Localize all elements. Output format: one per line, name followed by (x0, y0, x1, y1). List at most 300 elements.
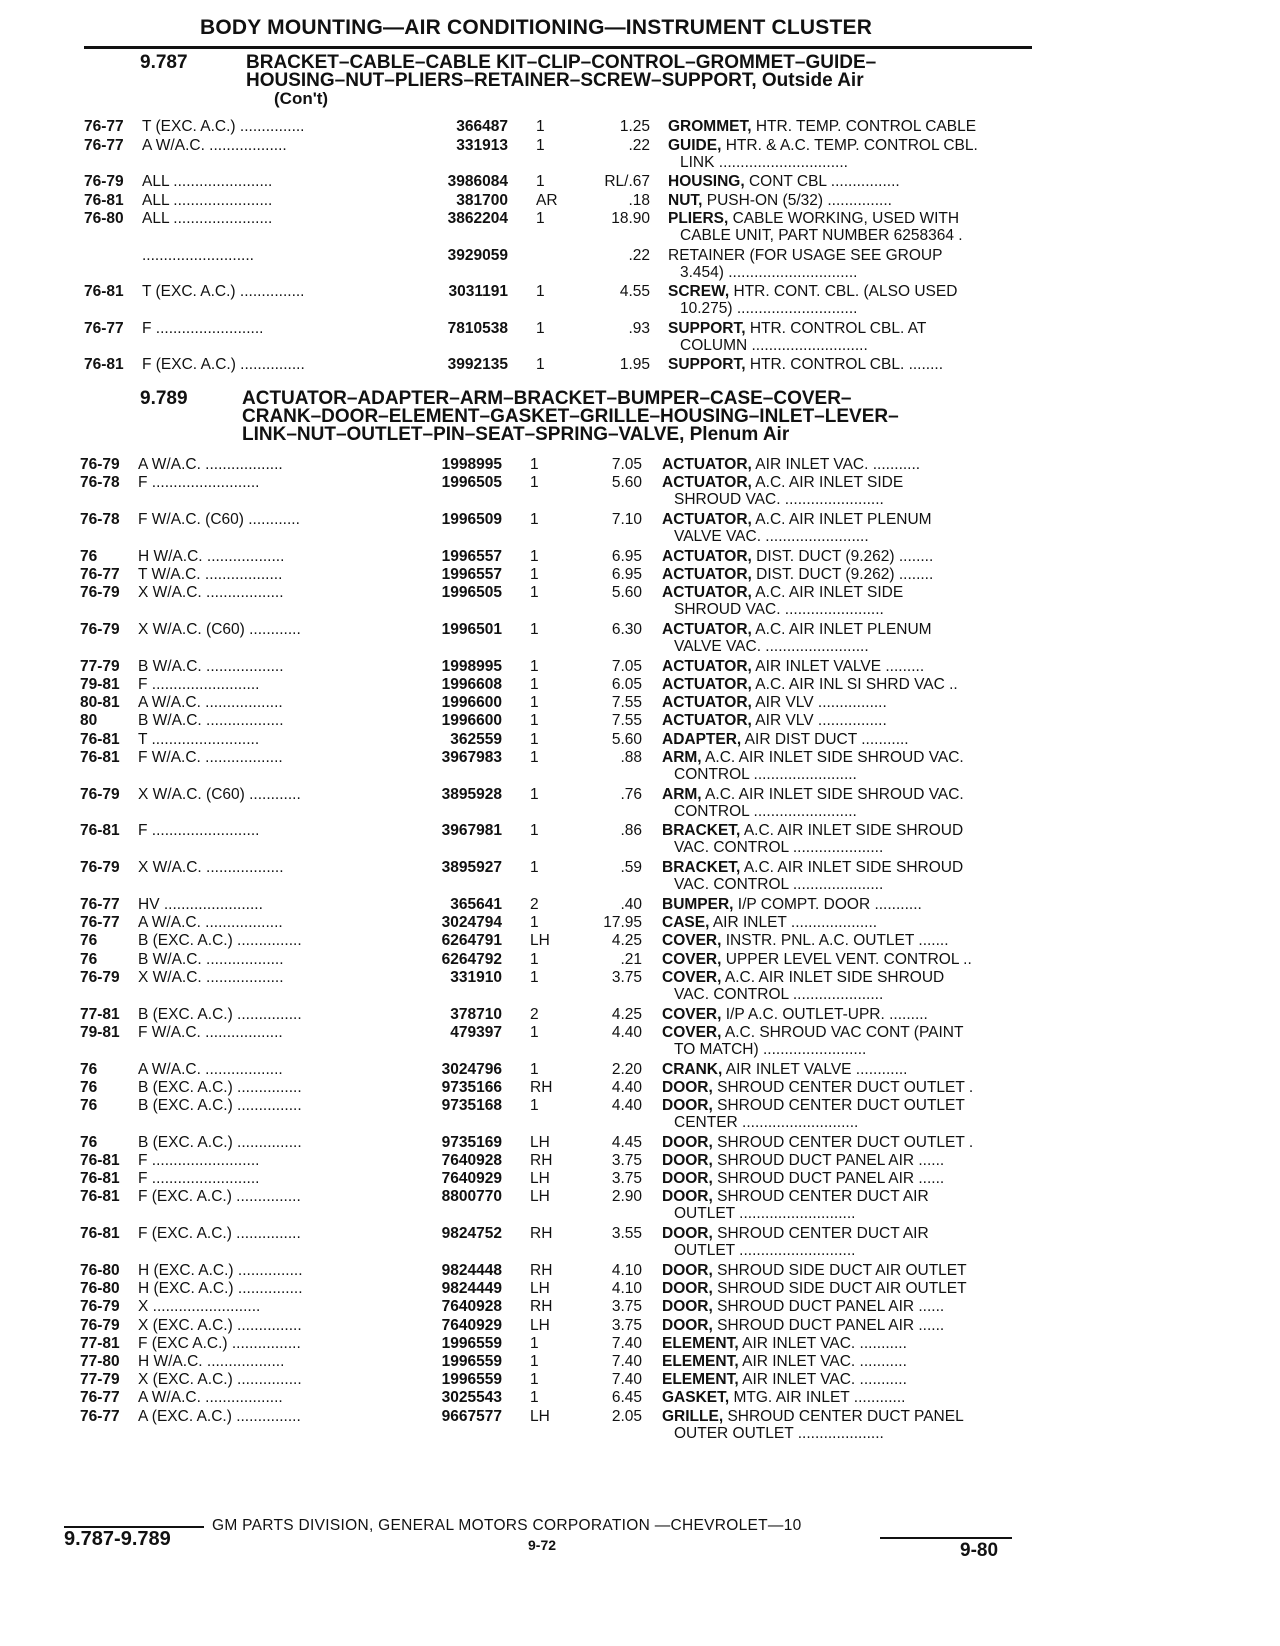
model-code: F (EXC. A.C.) ............... (138, 1225, 301, 1243)
description-line: SHROUD VAC. ....................... (674, 491, 884, 509)
part-description (668, 173, 1038, 190)
description-line: COVER, A.C. SHROUD VAC CONT (PAINT (662, 1023, 964, 1041)
model-year: 77-80 (80, 1353, 120, 1370)
part-number: 3929059 (447, 246, 508, 264)
description-line: CABLE UNIT, PART NUMBER 6258364 . (680, 227, 963, 244)
description-line: 10.275) ............................ (680, 300, 858, 317)
description-line: OUTER OUTLET .................... (674, 1424, 884, 1442)
part-description (662, 658, 1032, 675)
part-description (668, 118, 1038, 135)
part-description (662, 1225, 1032, 1259)
part-description (662, 951, 1032, 968)
part-number: 9824449 (441, 1280, 502, 1298)
quantity: 1 (536, 136, 545, 154)
description-line: ARM, A.C. AIR INLET SIDE SHROUD VAC. (662, 785, 964, 803)
part-description (662, 786, 1032, 820)
description-line: VALVE VAC. ........................ (674, 528, 869, 545)
quantity: 1 (530, 1060, 539, 1078)
description-line: CONTROL ........................ (674, 765, 857, 783)
footer-group-range: 9.787-9.789 (64, 1528, 171, 1550)
part-number: 3992135 (447, 356, 508, 373)
model-year: 76-77 (80, 1389, 120, 1407)
price: 4.40 (611, 1097, 642, 1114)
description-line: ACTUATOR, AIR VLV ................ (662, 712, 887, 730)
model-year: 76-80 (80, 1262, 120, 1279)
description-line: COVER, I/P A.C. OUTLET-UPR. ......... (662, 1005, 928, 1023)
description-line: SUPPORT, HTR. CONTROL CBL. ........ (668, 356, 944, 373)
quantity: 1 (530, 547, 539, 565)
description-line: ACTUATOR, A.C. AIR INLET PLENUM (662, 511, 932, 528)
model-year: 76-77 (80, 1407, 120, 1425)
quantity: RH (530, 1078, 553, 1096)
model-code: X W/A.C. .................. (138, 968, 284, 986)
model-code: X ......................... (138, 1298, 261, 1316)
part-description (662, 456, 1032, 473)
price: 5.60 (611, 730, 642, 748)
part-description (668, 210, 1038, 244)
description-line: COVER, A.C. AIR INLET SIDE SHROUD (662, 968, 945, 986)
model-code: .......................... (142, 246, 254, 264)
model-code: ALL ....................... (142, 173, 273, 190)
quantity: RH (530, 1152, 553, 1169)
footer-page-number: 9-72 (528, 1537, 557, 1553)
price: 4.40 (611, 1078, 642, 1096)
quantity: 1 (530, 694, 539, 712)
price: 6.30 (611, 621, 642, 638)
description-line: COLUMN ........................... (680, 336, 868, 354)
model-code: F ......................... (138, 1152, 260, 1169)
price: .93 (628, 319, 650, 337)
model-code: H (EXC. A.C.) ............... (138, 1280, 303, 1298)
model-year: 79-81 (80, 1023, 120, 1041)
part-description (662, 1188, 1032, 1222)
part-number: 3967981 (441, 822, 502, 840)
quantity: 1 (530, 676, 539, 693)
part-number: 9735168 (441, 1097, 502, 1114)
model-year: 80-81 (80, 694, 120, 712)
part-description (668, 356, 1038, 373)
description-line: DOOR, SHROUD SIDE DUCT AIR OUTLET (662, 1280, 967, 1298)
quantity: LH (530, 932, 550, 950)
model-year: 76-79 (84, 173, 124, 190)
description-line: DOOR, SHROUD DUCT PANEL AIR ...... (662, 1298, 945, 1316)
quantity: 1 (530, 1334, 539, 1352)
price: 7.05 (611, 456, 642, 473)
part-number: 3862204 (447, 210, 508, 227)
price: 3.75 (611, 1298, 642, 1316)
part-description (662, 1353, 1032, 1370)
description-line: DOOR, SHROUD CENTER DUCT OUTLET (662, 1097, 965, 1114)
part-number: 9667577 (441, 1407, 502, 1425)
model-year: 76 (80, 932, 98, 950)
group-title-line: (Con't) (274, 89, 329, 108)
model-code: X W/A.C. (C60) ............ (138, 785, 301, 803)
model-code: X W/A.C. .................. (138, 584, 284, 602)
part-description (662, 548, 1032, 565)
description-line: COVER, INSTR. PNL. A.C. OUTLET ....... (662, 932, 949, 950)
part-description (662, 1298, 1032, 1315)
model-code: F ......................... (142, 319, 264, 337)
quantity: 1 (536, 210, 545, 227)
part-description (668, 283, 1038, 317)
price: 3.75 (611, 1152, 642, 1169)
quantity: LH (530, 1188, 550, 1206)
group-number-9789: 9.789 (140, 388, 188, 409)
model-code: F (EXC. A.C.) ............... (142, 356, 305, 373)
model-code: B (EXC. A.C.) ............... (138, 1005, 302, 1023)
group-title-line: ACTUATOR–ADAPTER–ARM–BRACKET–BUMPER–CASE–COVER– (242, 388, 852, 409)
quantity: 1 (536, 173, 545, 190)
model-code: F ......................... (138, 676, 260, 693)
part-number: 381700 (456, 191, 508, 209)
description-line: ACTUATOR, AIR INLET VALVE ......... (662, 657, 925, 675)
description-line: GROMMET, HTR. TEMP. CONTROL CABLE (668, 118, 977, 135)
part-number: 9735166 (441, 1078, 502, 1096)
price: 5.60 (611, 474, 642, 492)
part-number: 8800770 (441, 1188, 502, 1206)
description-line: PLIERS, CABLE WORKING, USED WITH (668, 210, 960, 227)
description-line: BRACKET, A.C. AIR INLET SIDE SHROUD (662, 859, 964, 877)
model-year: 76-80 (84, 210, 124, 227)
quantity: LH (530, 1170, 550, 1188)
quantity: RH (530, 1262, 553, 1279)
description-line: DOOR, SHROUD CENTER DUCT OUTLET . (662, 1133, 974, 1151)
group-title-9789 (242, 390, 1002, 444)
model-code: T ......................... (138, 730, 260, 748)
part-description (662, 969, 1032, 1003)
model-code: F ......................... (138, 474, 260, 492)
footer-page-number: 9-80 (960, 1540, 999, 1561)
model-code: A W/A.C. .................. (138, 914, 283, 932)
part-description (662, 511, 1032, 545)
description-line: GRILLE, SHROUD CENTER DUCT PANEL (662, 1407, 964, 1425)
description-line: BRACKET, A.C. AIR INLET SIDE SHROUD (662, 822, 964, 840)
part-description (662, 694, 1032, 711)
group-title-9787 (246, 54, 1006, 108)
model-year: 76-81 (84, 356, 124, 373)
part-description (662, 1335, 1032, 1352)
part-description (662, 1152, 1032, 1169)
description-line: CENTER ........................... (674, 1114, 859, 1131)
part-number: 1996608 (441, 676, 502, 693)
quantity: LH (530, 1316, 550, 1334)
description-line: CONTROL ........................ (674, 802, 857, 820)
part-description (662, 1317, 1032, 1334)
description-line: ACTUATOR, A.C. AIR INL SI SHRD VAC .. (662, 676, 958, 693)
model-code: F ......................... (138, 822, 260, 840)
part-number: 9735169 (441, 1133, 502, 1151)
part-description (662, 1024, 1032, 1058)
part-number: 378710 (450, 1005, 502, 1023)
part-description (662, 1280, 1032, 1297)
part-number: 1996505 (441, 584, 502, 602)
part-number: 1996557 (441, 566, 502, 583)
price: .59 (620, 859, 642, 877)
price: 4.55 (619, 283, 650, 300)
model-year: 77-81 (80, 1334, 120, 1352)
price: .76 (620, 785, 642, 803)
description-line: HOUSING, CONT CBL ................ (668, 173, 900, 190)
price: RL/.67 (604, 173, 650, 190)
price: 7.55 (611, 694, 642, 712)
quantity: 1 (536, 118, 545, 135)
price: .21 (620, 950, 642, 968)
quantity: 1 (530, 785, 539, 803)
price: 2.20 (611, 1060, 642, 1078)
model-code: H (EXC. A.C.) ............... (138, 1262, 303, 1279)
quantity: 1 (530, 968, 539, 986)
part-description (662, 1170, 1032, 1187)
price: 3.75 (611, 968, 642, 986)
price: 18.90 (611, 210, 650, 227)
model-code: B (EXC. A.C.) ............... (138, 1097, 302, 1114)
model-code: ALL ....................... (142, 191, 273, 209)
part-number: 331910 (450, 968, 502, 986)
model-year: 76-79 (80, 859, 120, 877)
description-line: DOOR, SHROUD CENTER DUCT AIR (662, 1188, 929, 1206)
model-code: F W/A.C. .................. (138, 1023, 283, 1041)
price: 1.25 (619, 118, 650, 135)
description-line: GUIDE, HTR. & A.C. TEMP. CONTROL CBL. (668, 136, 978, 154)
description-line: VALVE VAC. ........................ (674, 638, 869, 655)
price: 4.25 (611, 932, 642, 950)
quantity: 1 (530, 950, 539, 968)
description-line: SHROUD VAC. ....................... (674, 601, 884, 619)
part-description (662, 474, 1032, 508)
model-code: H W/A.C. .................. (138, 1353, 285, 1370)
model-year: 76-81 (80, 1170, 120, 1188)
model-code: X W/A.C. .................. (138, 859, 284, 877)
part-number: 1996509 (441, 511, 502, 528)
description-line: NUT, PUSH-ON (5/32) ............... (668, 191, 892, 209)
part-number: 1996557 (441, 547, 502, 565)
part-number: 3025543 (441, 1389, 502, 1407)
price: .40 (620, 896, 642, 913)
model-year: 76-81 (80, 748, 120, 766)
model-year: 76-77 (84, 136, 124, 154)
part-number: 1996501 (441, 621, 502, 638)
price: 17.95 (603, 914, 642, 932)
price: 4.45 (611, 1133, 642, 1151)
part-number: 6264792 (441, 950, 502, 968)
price: .18 (628, 191, 650, 209)
model-code: A W/A.C. .................. (138, 1389, 283, 1407)
price: .22 (628, 136, 650, 154)
part-number: 7640929 (441, 1316, 502, 1334)
part-number: 331913 (456, 136, 508, 154)
group-title-line: LINK–NUT–OUTLET–PIN–SEAT–SPRING–VALVE, Plenum Air (242, 424, 790, 445)
price: 3.75 (611, 1316, 642, 1334)
model-year: 76 (80, 1133, 98, 1151)
price: 7.55 (611, 712, 642, 730)
model-year: 76-81 (80, 1188, 120, 1206)
description-line: ELEMENT, AIR INLET VAC. ........... (662, 1371, 907, 1389)
quantity: AR (536, 191, 558, 209)
model-year: 76 (80, 1097, 98, 1114)
price: 4.25 (611, 1005, 642, 1023)
part-description (662, 731, 1032, 748)
part-description (662, 566, 1032, 583)
part-number: 366487 (456, 118, 508, 135)
part-description (662, 1389, 1032, 1406)
description-line: ELEMENT, AIR INLET VAC. ........... (662, 1334, 907, 1352)
description-line: ARM, A.C. AIR INLET SIDE SHROUD VAC. (662, 748, 964, 766)
model-year: 76-79 (80, 968, 120, 986)
model-code: A W/A.C. .................. (138, 1060, 283, 1078)
description-line: VAC. CONTROL ..................... (674, 985, 884, 1003)
description-line: ACTUATOR, A.C. AIR INLET PLENUM (662, 621, 932, 638)
description-line: ACTUATOR, A.C. AIR INLET SIDE (662, 474, 904, 492)
quantity: 1 (530, 1097, 539, 1114)
quantity: 1 (530, 859, 539, 877)
model-code: B (EXC. A.C.) ............... (138, 1133, 302, 1151)
price: 3.55 (611, 1225, 642, 1243)
model-year: 76-78 (80, 511, 120, 528)
model-code: F ......................... (138, 1170, 260, 1188)
model-year: 76-79 (80, 785, 120, 803)
quantity: 2 (530, 1005, 539, 1023)
quantity: 1 (530, 1371, 539, 1389)
description-line: OUTLET ........................... (674, 1242, 856, 1260)
model-year: 76-78 (80, 474, 120, 492)
description-line: ACTUATOR, AIR VLV ................ (662, 694, 887, 712)
description-line: TO MATCH) ........................ (674, 1040, 867, 1058)
model-code: X (EXC. A.C.) ............... (138, 1371, 302, 1389)
description-line: ADAPTER, AIR DIST DUCT ........... (662, 730, 909, 748)
model-code: B W/A.C. .................. (138, 712, 284, 730)
description-line: DOOR, SHROUD CENTER DUCT OUTLET . (662, 1078, 974, 1096)
part-description (662, 1097, 1032, 1131)
quantity: 1 (530, 566, 539, 583)
description-line: ACTUATOR, A.C. AIR INLET SIDE (662, 584, 904, 602)
description-line: ACTUATOR, DIST. DUCT (9.262) ........ (662, 566, 934, 583)
price: 2.90 (611, 1188, 642, 1206)
part-number: 362559 (450, 730, 502, 748)
description-line: VAC. CONTROL ..................... (674, 876, 884, 894)
model-year: 76-79 (80, 584, 120, 602)
description-line: DOOR, SHROUD DUCT PANEL AIR ...... (662, 1170, 945, 1188)
part-description (662, 1371, 1032, 1388)
description-line: SCREW, HTR. CONT. CBL. (ALSO USED (668, 283, 958, 300)
model-year: 76-79 (80, 1316, 120, 1334)
part-number: 3024796 (441, 1060, 502, 1078)
part-number: 6264791 (441, 932, 502, 950)
price: 7.05 (611, 657, 642, 675)
description-line: DOOR, SHROUD CENTER DUCT AIR (662, 1225, 929, 1243)
page-title: BODY MOUNTING—AIR CONDITIONING—INSTRUMENT CLUSTER (200, 16, 873, 39)
quantity: 1 (530, 657, 539, 675)
model-code: B (EXC. A.C.) ............... (138, 1078, 302, 1096)
quantity: 1 (536, 319, 545, 337)
group-title-line: BRACKET–CABLE–CABLE KIT–CLIP–CONTROL–GROMMET–GUIDE– (246, 52, 877, 73)
model-code: T (EXC. A.C.) ............... (142, 118, 305, 135)
part-number: 1996600 (441, 712, 502, 730)
model-year: 77-79 (80, 657, 120, 675)
part-description (662, 1262, 1032, 1279)
model-year: 76 (80, 1078, 98, 1096)
model-code: F W/A.C. (C60) ............ (138, 511, 300, 528)
part-description (662, 749, 1032, 783)
group-title-line: HOUSING–NUT–PLIERS–RETAINER–SCREW–SUPPORT, Outside Air (246, 70, 864, 91)
part-description (662, 932, 1032, 949)
part-description (668, 320, 1038, 354)
model-code: HV ....................... (138, 896, 263, 913)
model-year: 77-81 (80, 1005, 120, 1023)
part-description (662, 822, 1032, 856)
part-number: 1998995 (441, 456, 502, 473)
part-number: 7640929 (441, 1170, 502, 1188)
quantity: 1 (530, 712, 539, 730)
part-number: 3967983 (441, 748, 502, 766)
header-rule (84, 46, 1032, 49)
part-description (662, 621, 1032, 655)
part-number: 3986084 (447, 173, 508, 190)
footer-rule (880, 1537, 1012, 1539)
part-number: 1996505 (441, 474, 502, 492)
model-year: 76-80 (80, 1280, 120, 1298)
description-line: DOOR, SHROUD DUCT PANEL AIR ...... (662, 1316, 945, 1334)
description-line: SUPPORT, HTR. CONTROL CBL. AT (668, 319, 927, 337)
model-year: 76-77 (84, 319, 124, 337)
quantity: 1 (530, 748, 539, 766)
price: 3.75 (611, 1170, 642, 1188)
quantity: 1 (530, 1389, 539, 1407)
quantity: 1 (530, 621, 539, 638)
part-description (662, 896, 1032, 913)
model-year: 76-77 (80, 566, 120, 583)
part-number: 7810538 (447, 319, 508, 337)
price: 6.95 (611, 566, 642, 583)
part-number: 9824448 (441, 1262, 502, 1279)
model-code: T W/A.C. .................. (138, 566, 283, 583)
model-year: 76-81 (84, 191, 124, 209)
model-code: H W/A.C. .................. (138, 547, 285, 565)
description-line: VAC. CONTROL ..................... (674, 839, 884, 857)
part-number: 479397 (450, 1023, 502, 1041)
price: 6.95 (611, 547, 642, 565)
price: 4.40 (611, 1023, 642, 1041)
model-code: A W/A.C. .................. (138, 694, 283, 712)
price: 4.10 (611, 1280, 642, 1298)
price: 1.95 (619, 356, 650, 373)
model-year: 79-81 (80, 676, 120, 693)
group-number-9787: 9.787 (140, 52, 188, 73)
quantity: RH (530, 1225, 553, 1243)
price: 6.45 (611, 1389, 642, 1407)
part-number: 3895928 (441, 785, 502, 803)
model-code: A W/A.C. .................. (142, 136, 287, 154)
description-line: CRANK, AIR INLET VALVE ............ (662, 1060, 908, 1078)
part-description (662, 712, 1032, 729)
model-code: T (EXC. A.C.) ............... (142, 283, 305, 300)
model-code: ALL ....................... (142, 210, 273, 227)
model-year: 76-81 (80, 1152, 120, 1169)
quantity: 1 (530, 456, 539, 473)
group-title-line: CRANK–DOOR–ELEMENT–GASKET–GRILLE–HOUSING–INLET–LEVER– (242, 406, 899, 427)
part-description (662, 584, 1032, 618)
quantity: 1 (530, 914, 539, 932)
part-number: 1998995 (441, 657, 502, 675)
model-year: 76-77 (84, 118, 124, 135)
part-description (668, 137, 1038, 171)
model-year: 80 (80, 712, 98, 730)
description-line: ACTUATOR, AIR INLET VAC. ........... (662, 456, 921, 473)
price: 4.10 (611, 1262, 642, 1279)
model-code: B W/A.C. .................. (138, 950, 284, 968)
part-number: 365641 (450, 896, 502, 913)
part-description (668, 192, 1038, 209)
model-year: 77-79 (80, 1371, 120, 1389)
